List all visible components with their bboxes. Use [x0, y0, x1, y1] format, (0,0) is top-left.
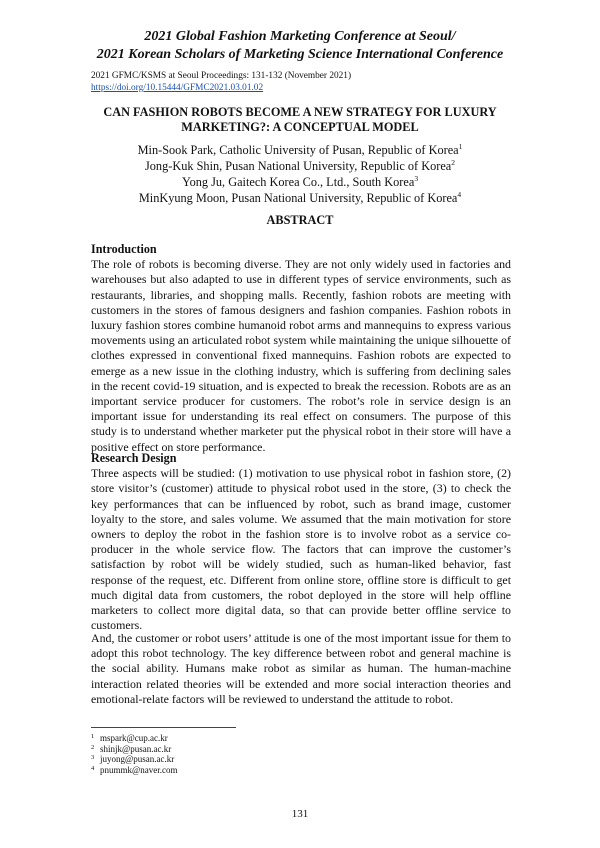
- author-affiliation: Min-Sook Park, Catholic University of Pusan, Republic of Korea: [137, 143, 459, 157]
- conference-header-line1: 2021 Global Fashion Marketing Conference at Seoul/: [144, 29, 456, 44]
- research-design-section: [91, 451, 511, 633]
- author-line: [0, 190, 600, 206]
- footnote-email: juyong@pusan.ac.kr: [100, 754, 175, 765]
- footnote-mark: 2: [451, 157, 455, 167]
- abstract-heading: ABSTRACT: [266, 213, 334, 227]
- author-affiliation: Yong Ju, Gaitech Korea Co., Ltd., South Korea: [181, 175, 415, 189]
- section-paragraph: The role of robots is becoming diverse. They are not only widely used in factories and warehouses but also adapted to use in different types of service environments, such as restaurants, libraries, and shopping malls. Recently, fashion robots are meeting with customers in the stores of famous designers and fashion companies. Fashion robots in luxury fashion stores combine humanoid robot arms and mannequins to express various movements using an articulated robot system while maintaining the unique silhouette of clothes expressed in conventional fixed mannequins. Fashion robots are expected to emerge as a new issue in the clothing industry, which is suffering from declining sales in the recent covid-19 situation, and is expected to break the recession. Robots are as an important service producer for customers. The robot’s role in service design is an important issue for understanding its real effect on consumers. The purpose of this study is to understand whether marketer put the physical robot in their store will have a positive effect on store performance.: [91, 257, 511, 454]
- footnote-mark: 3: [414, 173, 419, 183]
- footnote-divider: [91, 727, 236, 728]
- proceedings-meta: [91, 70, 521, 94]
- footnote: [91, 754, 178, 765]
- author-line: [0, 158, 600, 174]
- footnotes: [91, 733, 178, 775]
- footnote-email: pnummk@naver.com: [100, 764, 178, 775]
- footnote-mark: 1: [458, 141, 463, 151]
- section-heading: Introduction: [91, 242, 157, 256]
- footnote: [91, 744, 178, 755]
- doi-link[interactable]: https://doi.org/10.15444/GFMC2021.03.01.02: [91, 83, 264, 93]
- footnote-number: 1: [91, 733, 95, 740]
- paper-title-line2: MARKETING?: A CONCEPTUAL MODEL: [181, 120, 419, 134]
- footnote-number: 3: [91, 754, 95, 762]
- footnote-email: shinjk@pusan.ac.kr: [100, 743, 172, 754]
- footnote-mark: 4: [457, 189, 462, 199]
- footnote-email: mspark@cup.ac.kr: [100, 733, 168, 743]
- conference-header-line2: 2021 Korean Scholars of Marketing Science International Conference: [96, 47, 504, 62]
- section-paragraph: Three aspects will be studied: (1) motivation to use physical robot in fashion store, (2) store visitor’s (customer) attitude to physical robot used in the store, (3) to check the key performances that can be influenced by robot, such as brand image, customer loyalty to the store, and sales volume. We assumed that the main motivation for store owners to deploy the robot in the fashion store is to involve robot as a service co-producer in the whole service flow. The factors that can improve the customer’s satisfaction by robot will be widely studied, such as human-liked behavior, fast response of the request, etc. Different from online store, offline store is difficult to get much digital data from customers, the robot deployed in the store will help offline marketers to collect more digital data, so that can provide better offline service to customers.: [91, 466, 511, 633]
- author-line: [0, 174, 600, 190]
- author-line: [0, 142, 600, 158]
- author-affiliation: MinKyung Moon, Pusan National University, Republic of Korea: [138, 191, 458, 205]
- page-number: 131: [291, 808, 309, 820]
- footnote: [91, 733, 178, 744]
- footnote: [91, 765, 178, 776]
- footnote-number: 2: [91, 743, 95, 751]
- author-list: [0, 142, 600, 206]
- paper-title-line1: CAN FASHION ROBOTS BECOME A NEW STRATEGY FOR LUXURY: [103, 105, 497, 119]
- paper-title: [60, 105, 540, 135]
- proceedings-info: 2021 GFMC/KSMS at Seoul Proceedings: 131-132 (November 2021): [91, 71, 352, 81]
- author-affiliation: Jong-Kuk Shin, Pusan National University, Republic of Korea: [145, 159, 452, 173]
- footnote-number: 4: [91, 764, 95, 772]
- introduction-section: [91, 242, 511, 455]
- conference-header: [0, 28, 600, 64]
- section-heading: Research Design: [91, 451, 177, 465]
- attitude-paragraph-block: [91, 631, 511, 707]
- section-paragraph: And, the customer or robot users’ attitude is one of the most important issue for them to adopt this robot technology. The key difference between robot and general machine is the social ability. Humans make robot as similar as human. The human-machine interaction related theories will be extended and more social interaction theories and emotional-relate factors will be reviewed to understand the attitude to robot.: [91, 631, 511, 706]
